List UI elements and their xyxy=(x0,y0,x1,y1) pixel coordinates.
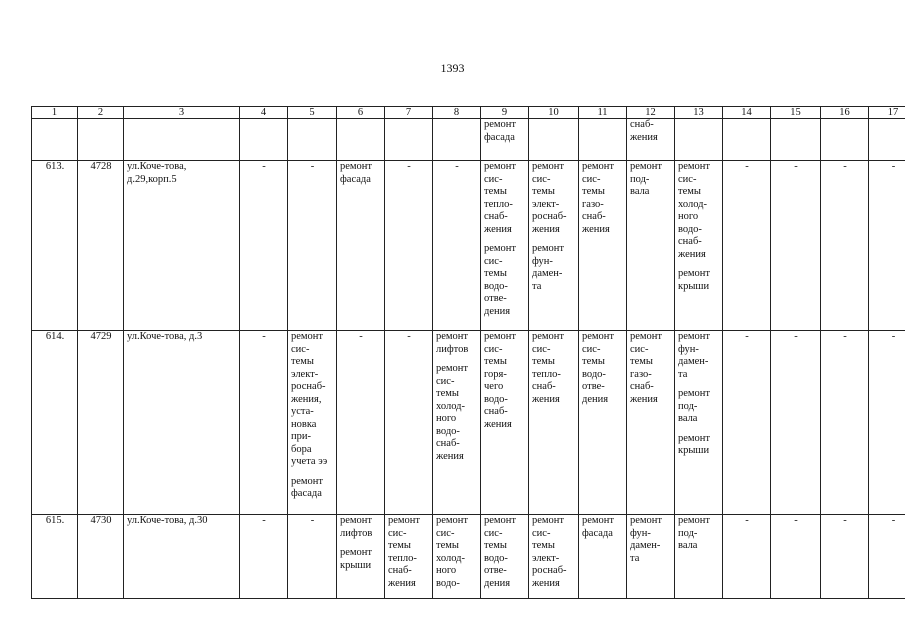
work-line: та xyxy=(678,368,688,380)
work-line: водо- xyxy=(484,552,508,564)
work-item xyxy=(532,515,576,590)
work-item xyxy=(582,331,624,406)
work-line: сис- xyxy=(532,527,551,539)
dash-cell: - xyxy=(869,515,905,599)
address-line: това, д.3 xyxy=(164,331,203,342)
work-item xyxy=(436,331,478,356)
table-cell xyxy=(433,119,481,161)
work-line: тепло- xyxy=(388,552,417,564)
column-number: 10 xyxy=(529,107,579,119)
dash-cell: - xyxy=(337,331,385,515)
work-cell xyxy=(433,331,481,515)
work-line: сис- xyxy=(582,343,601,355)
work-line: ремонт xyxy=(630,515,663,526)
work-line: вала xyxy=(678,413,698,424)
dash-cell: - xyxy=(288,161,337,331)
work-line: ремонт xyxy=(436,331,469,342)
column-number: 9 xyxy=(481,107,529,119)
work-line: чего xyxy=(484,381,504,392)
work-line: жения xyxy=(630,131,658,143)
work-cell xyxy=(481,515,529,599)
work-line: жения xyxy=(532,577,560,589)
column-number: 3 xyxy=(124,107,240,119)
work-line: при- xyxy=(291,431,311,442)
work-cell xyxy=(579,161,627,331)
row-number: 613. xyxy=(32,161,78,331)
dash-cell: - xyxy=(240,331,288,515)
work-line: под- xyxy=(678,527,698,539)
work-line: отве- xyxy=(484,293,507,304)
work-line: сис- xyxy=(532,343,551,355)
row-number: 615. xyxy=(32,515,78,599)
dash-cell: - xyxy=(240,515,288,599)
work-line: фасада xyxy=(484,131,515,143)
work-line: сис- xyxy=(388,527,407,539)
work-line: сис- xyxy=(582,173,601,185)
work-line: снаб- xyxy=(630,119,654,130)
dash-cell: - xyxy=(869,331,905,515)
work-line: ремонт xyxy=(436,515,469,526)
table-cell xyxy=(385,119,433,161)
work-line: под- xyxy=(630,173,650,185)
work-line: темы xyxy=(484,540,507,551)
work-line: жения xyxy=(388,577,416,589)
work-line: водо- xyxy=(436,425,460,437)
work-line: жения xyxy=(678,248,706,260)
work-cell xyxy=(579,515,627,599)
work-line: жения xyxy=(582,223,610,235)
work-line: сис- xyxy=(678,173,697,185)
table-cell xyxy=(337,119,385,161)
work-line: ремонт xyxy=(484,161,517,172)
work-item xyxy=(484,161,526,236)
address-line: това, д.30 xyxy=(164,515,208,526)
work-line: ремонт xyxy=(484,331,517,342)
work-line: ремонт xyxy=(484,243,517,254)
work-line: водо- xyxy=(582,368,606,380)
work-line: ного xyxy=(678,211,699,222)
work-line: фасада xyxy=(340,173,371,185)
work-line: ремонт xyxy=(582,161,615,172)
column-number: 6 xyxy=(337,107,385,119)
column-number: 1 xyxy=(32,107,78,119)
work-line: жения xyxy=(630,393,658,405)
work-line: водо- xyxy=(678,223,702,235)
work-item xyxy=(291,476,334,501)
work-item xyxy=(630,331,672,406)
work-line: темы xyxy=(484,268,507,279)
dash-cell: - xyxy=(821,515,869,599)
work-line: ремонт xyxy=(340,515,373,526)
column-number-row xyxy=(32,107,905,119)
work-cell xyxy=(385,515,433,599)
work-line: та xyxy=(532,280,542,292)
work-line: та xyxy=(630,552,640,564)
address-line: ул.Коче- xyxy=(127,331,165,342)
table-cell xyxy=(124,119,240,161)
column-number: 4 xyxy=(240,107,288,119)
work-cell xyxy=(675,161,723,331)
building-code: 4728 xyxy=(78,161,124,331)
work-line: роснаб- xyxy=(532,211,567,222)
work-line: ремонт xyxy=(678,268,711,279)
work-line: ремонт xyxy=(532,161,565,172)
work-line: сис- xyxy=(291,343,310,355)
work-cell xyxy=(288,331,337,515)
work-item xyxy=(340,161,382,186)
page-number: 1393 xyxy=(440,61,465,75)
work-cell xyxy=(481,161,529,331)
work-line: снаб- xyxy=(484,406,508,417)
work-line: холод- xyxy=(436,400,465,412)
dash-cell: - xyxy=(288,515,337,599)
work-item xyxy=(484,119,526,144)
work-cell xyxy=(579,331,627,515)
work-item xyxy=(340,515,382,540)
work-cell xyxy=(627,161,675,331)
column-number: 7 xyxy=(385,107,433,119)
work-line: жения xyxy=(436,450,464,462)
dash-cell: - xyxy=(771,331,821,515)
work-line: сис- xyxy=(532,173,551,185)
column-number: 2 xyxy=(78,107,124,119)
table-cell xyxy=(288,119,337,161)
dash-cell: - xyxy=(240,161,288,331)
dash-cell: - xyxy=(723,515,771,599)
table-row xyxy=(32,515,905,599)
work-line: крыши xyxy=(678,445,710,456)
work-item xyxy=(484,331,526,431)
work-line: дения xyxy=(484,577,511,589)
work-line: ремонт xyxy=(291,331,324,342)
work-line: снаб- xyxy=(532,381,556,392)
work-line: сис- xyxy=(484,343,503,355)
table-row xyxy=(32,161,905,331)
address-line: това, д.29, xyxy=(127,161,187,185)
table-row xyxy=(32,331,905,515)
work-line: дения xyxy=(484,305,511,317)
work-line: роснаб- xyxy=(532,565,567,576)
work-line: сис- xyxy=(630,343,649,355)
work-line: снаб- xyxy=(388,565,412,576)
dash-cell: - xyxy=(723,331,771,515)
work-line: сис- xyxy=(436,527,455,539)
work-line: водо- xyxy=(484,280,508,292)
work-cell xyxy=(529,515,579,599)
dash-cell: - xyxy=(821,161,869,331)
building-code: 4730 xyxy=(78,515,124,599)
work-line: ремонт xyxy=(340,161,373,172)
work-line: ремонт xyxy=(291,475,324,487)
work-item xyxy=(436,515,478,590)
address-line: корп.5 xyxy=(148,173,177,185)
work-line: снаб- xyxy=(678,236,702,247)
work-line: вала xyxy=(630,186,650,197)
work-cell xyxy=(337,515,385,599)
work-line: уста- xyxy=(291,406,314,417)
table-cell xyxy=(579,119,627,161)
work-line: темы xyxy=(630,356,653,367)
work-line: жения xyxy=(532,393,560,405)
column-number: 8 xyxy=(433,107,481,119)
work-line: ремонт xyxy=(678,432,711,444)
work-line: темы xyxy=(532,356,555,367)
work-line: темы xyxy=(678,186,701,197)
work-line: темы xyxy=(388,540,411,551)
work-cell xyxy=(433,515,481,599)
work-line: тепло- xyxy=(484,198,513,210)
work-line: фун- xyxy=(678,343,699,355)
work-line: газо- xyxy=(630,368,652,380)
work-line: темы xyxy=(291,356,314,367)
continuation-row xyxy=(32,119,905,161)
work-line: фасада xyxy=(582,527,613,539)
work-item xyxy=(678,433,720,458)
work-line: ремонт xyxy=(436,363,469,374)
table-cell xyxy=(240,119,288,161)
work-item xyxy=(630,515,672,565)
work-line: ного xyxy=(436,413,457,424)
work-line: фун- xyxy=(532,255,553,267)
table-cell xyxy=(78,119,124,161)
table-cell xyxy=(481,119,529,161)
work-line: сис- xyxy=(484,255,503,267)
work-line: отве- xyxy=(484,565,507,576)
work-line: ремонт xyxy=(678,515,711,526)
address-cell xyxy=(124,161,240,331)
table-cell xyxy=(723,119,771,161)
work-line: под- xyxy=(678,400,698,412)
work-item xyxy=(388,515,430,590)
work-cell xyxy=(529,331,579,515)
dash-cell: - xyxy=(385,161,433,331)
work-line: ремонт xyxy=(582,515,615,526)
work-line: роснаб- xyxy=(291,381,326,392)
work-cell xyxy=(675,515,723,599)
table-cell xyxy=(675,119,723,161)
work-line: жения xyxy=(484,223,512,235)
column-number: 15 xyxy=(771,107,821,119)
work-line: темы xyxy=(582,186,605,197)
work-line: ремонт xyxy=(582,331,615,342)
work-line: ремонт xyxy=(340,547,373,558)
work-cell xyxy=(337,161,385,331)
column-number: 14 xyxy=(723,107,771,119)
dash-cell: - xyxy=(433,161,481,331)
work-line: ремонт xyxy=(484,119,517,130)
work-item xyxy=(532,331,576,406)
work-line: темы xyxy=(436,540,459,551)
work-line: фун- xyxy=(630,527,651,539)
table-cell xyxy=(771,119,821,161)
dash-cell: - xyxy=(723,161,771,331)
work-cell xyxy=(627,331,675,515)
work-line: снаб- xyxy=(630,381,654,392)
work-line: газо- xyxy=(582,198,604,210)
dash-cell: - xyxy=(771,515,821,599)
work-line: вала xyxy=(678,540,698,551)
work-cell xyxy=(627,515,675,599)
work-item xyxy=(532,243,576,293)
work-line: ремонт xyxy=(678,331,711,342)
work-item xyxy=(484,243,526,318)
work-item xyxy=(678,268,720,293)
work-line: жения xyxy=(532,223,560,235)
work-line: водо- xyxy=(436,577,460,589)
work-item xyxy=(291,331,334,469)
address-line: ул.Коче- xyxy=(127,161,165,172)
column-number: 5 xyxy=(288,107,337,119)
work-item xyxy=(340,547,382,572)
work-line: крыши xyxy=(340,559,372,571)
work-line: ремонт xyxy=(532,331,565,342)
work-item xyxy=(678,515,720,553)
work-line: элект- xyxy=(291,368,319,380)
table-cell xyxy=(32,119,78,161)
column-number: 17 xyxy=(869,107,905,119)
address-line: ул.Коче- xyxy=(127,515,165,526)
work-item xyxy=(484,515,526,590)
dash-cell: - xyxy=(771,161,821,331)
work-line: сис- xyxy=(484,527,503,539)
work-line: крыши xyxy=(678,280,710,292)
work-line: темы xyxy=(582,356,605,367)
work-line: ремонт xyxy=(484,515,517,526)
work-cell xyxy=(675,331,723,515)
table-cell xyxy=(821,119,869,161)
address-cell xyxy=(124,331,240,515)
work-line: темы xyxy=(532,540,555,551)
work-line: ремонт xyxy=(678,161,711,172)
table-cell xyxy=(869,119,905,161)
work-line: темы xyxy=(484,356,507,367)
work-line: дамен- xyxy=(678,356,709,367)
work-item xyxy=(582,515,624,540)
work-line: холод- xyxy=(678,198,707,210)
work-line: новка xyxy=(291,418,317,430)
work-line: дамен- xyxy=(630,540,661,551)
work-line: сис- xyxy=(484,173,503,185)
work-line: дамен- xyxy=(532,268,563,279)
work-item xyxy=(678,388,720,426)
work-cell xyxy=(529,161,579,331)
repair-schedule-table xyxy=(31,106,905,599)
work-line: снаб- xyxy=(436,438,460,449)
column-number: 16 xyxy=(821,107,869,119)
work-line: сис- xyxy=(436,375,455,387)
work-line: ного xyxy=(436,565,457,576)
work-line: дения xyxy=(582,393,609,405)
work-line: жения, xyxy=(291,393,322,405)
work-line: горя- xyxy=(484,368,507,380)
column-number: 12 xyxy=(627,107,675,119)
work-line: холод- xyxy=(436,552,465,564)
work-line: водо- xyxy=(484,393,508,405)
work-line: элект- xyxy=(532,198,560,210)
work-line: учета ээ xyxy=(291,456,328,467)
work-line: жения xyxy=(484,418,512,430)
dash-cell: - xyxy=(869,161,905,331)
work-line: ремонт xyxy=(532,515,565,526)
work-line: снаб- xyxy=(484,211,508,222)
work-line: ремонт xyxy=(532,243,565,254)
work-item xyxy=(582,161,624,236)
work-item xyxy=(630,161,672,199)
work-line: элект- xyxy=(532,552,560,564)
work-line: ремонт xyxy=(678,388,711,399)
column-number: 11 xyxy=(579,107,627,119)
column-number: 13 xyxy=(675,107,723,119)
work-line: темы xyxy=(484,186,507,197)
work-item xyxy=(532,161,576,236)
work-item xyxy=(678,161,720,261)
work-line: бора xyxy=(291,443,312,455)
dash-cell: - xyxy=(821,331,869,515)
work-line: отве- xyxy=(582,381,605,392)
work-item xyxy=(630,119,672,144)
work-cell xyxy=(481,331,529,515)
work-line: темы xyxy=(532,186,555,197)
work-line: темы xyxy=(436,388,459,399)
table-cell xyxy=(627,119,675,161)
address-cell xyxy=(124,515,240,599)
work-item xyxy=(678,331,720,381)
work-line: ремонт xyxy=(388,515,421,526)
work-line: лифтов xyxy=(436,343,469,355)
work-item xyxy=(436,363,478,463)
work-line: лифтов xyxy=(340,527,373,539)
row-number: 614. xyxy=(32,331,78,515)
work-line: снаб- xyxy=(582,211,606,222)
work-line: тепло- xyxy=(532,368,561,380)
work-line: фасада xyxy=(291,488,322,499)
building-code: 4729 xyxy=(78,331,124,515)
work-line: ремонт xyxy=(630,161,663,172)
dash-cell: - xyxy=(385,331,433,515)
table-cell xyxy=(529,119,579,161)
work-line: ремонт xyxy=(630,331,663,342)
